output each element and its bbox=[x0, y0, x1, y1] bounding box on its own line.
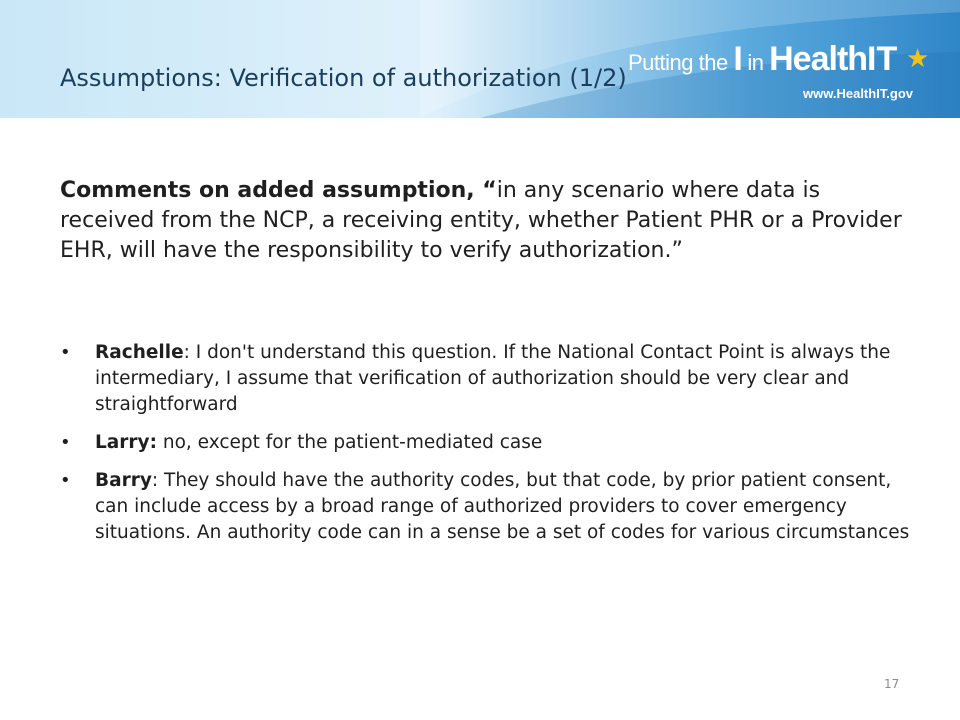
comment-text: no, except for the patient-mediated case bbox=[156, 432, 543, 453]
header-banner bbox=[0, 0, 960, 118]
logo-text-health: Health bbox=[769, 40, 868, 78]
bullet-icon: • bbox=[60, 470, 71, 491]
comment-list bbox=[60, 340, 910, 558]
comment-item bbox=[60, 340, 910, 418]
comment-item bbox=[60, 468, 910, 546]
slide-title: Assumptions: Verification of authorization (1/2) bbox=[60, 64, 627, 92]
comment-speaker: Larry: bbox=[95, 432, 157, 453]
healthit-logo bbox=[628, 38, 948, 108]
intro-paragraph bbox=[60, 176, 910, 266]
logo-text-i: I bbox=[733, 40, 742, 78]
bullet-icon: • bbox=[60, 432, 71, 453]
comment-text: : They should have the authority codes, but that code, by prior patient consent, can include access by a broad range of authorized providers to cover emergency situations. An authority code can in a sense be a set of codes for various circumstances bbox=[95, 470, 910, 543]
page-number: 17 bbox=[884, 677, 900, 691]
logo-text-in: in bbox=[741, 50, 770, 75]
star-icon: ★ bbox=[906, 44, 930, 74]
logo-text-putting: Putting the bbox=[628, 50, 734, 75]
comment-speaker: Barry bbox=[95, 470, 152, 491]
intro-quote: in any scenario where data is received from the NCP, a receiving entity, whether Patient PHR or a Provider EHR, will have the responsibility to verify authorization.” bbox=[60, 178, 902, 263]
bullet-icon: • bbox=[60, 342, 71, 363]
comment-item bbox=[60, 430, 910, 456]
comment-text: : I don't understand this question. If the National Contact Point is always the intermediary, I assume that verification of authorization should be very clear and straightforward bbox=[95, 342, 891, 415]
comment-speaker: Rachelle bbox=[95, 342, 184, 363]
intro-lead: Comments on added assumption, “ bbox=[60, 178, 497, 203]
logo-url: www.HealthIT.gov bbox=[803, 86, 914, 101]
logo-text-it: IT bbox=[867, 40, 898, 78]
